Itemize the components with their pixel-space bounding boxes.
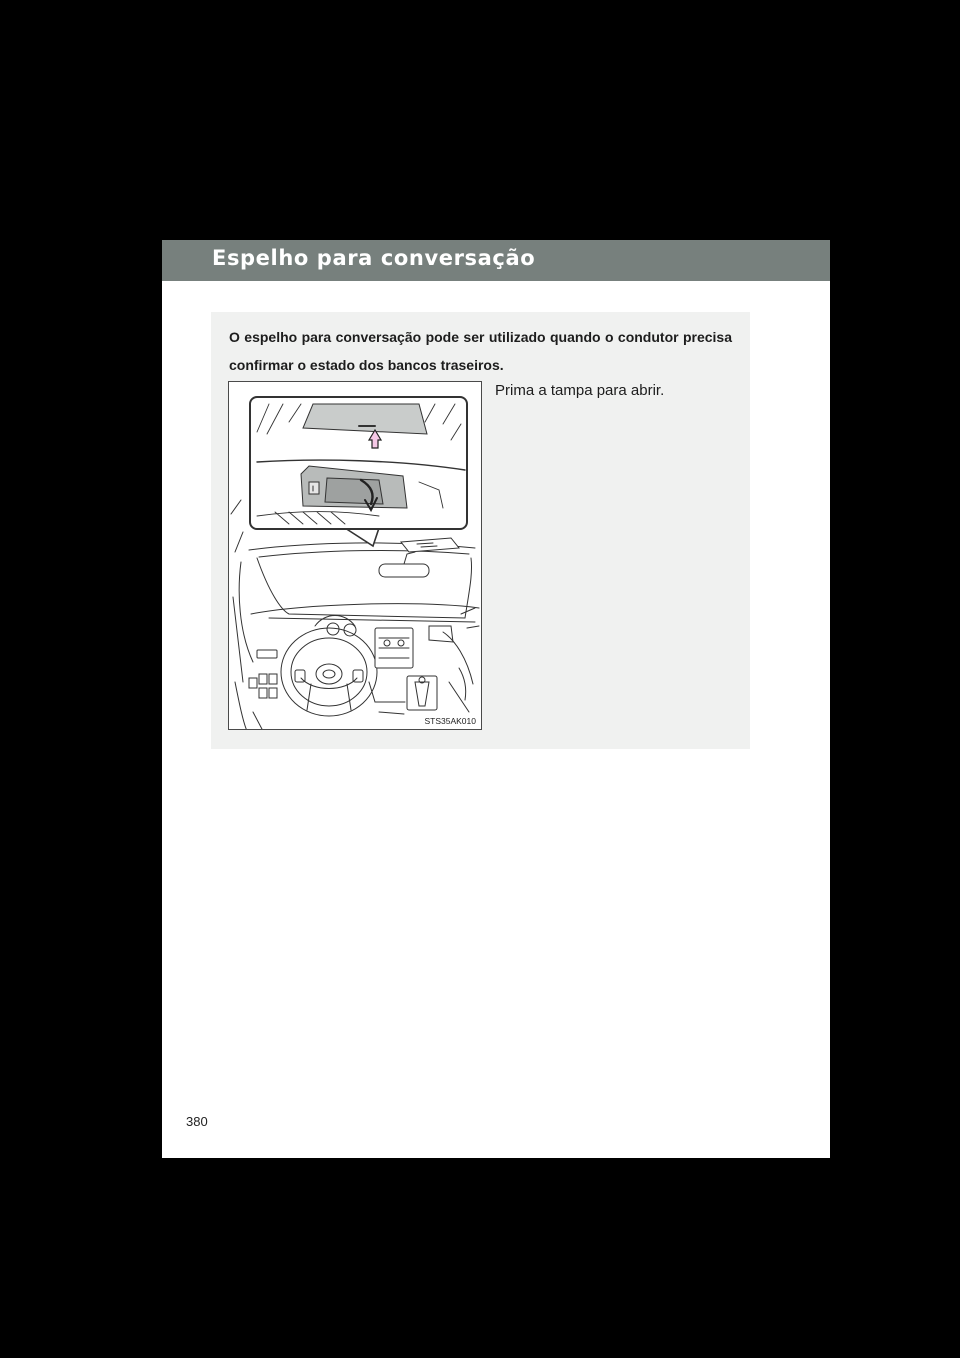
manual-page <box>162 240 830 1158</box>
mirror-illustration <box>228 381 482 730</box>
callout-inset <box>250 397 467 529</box>
page-number: 380 <box>186 1114 208 1129</box>
cockpit-drawing <box>229 382 482 730</box>
instruction-text: Prima a tampa para abrir. <box>495 382 665 399</box>
section-header <box>162 240 830 281</box>
section-title: Espelho para conversação <box>212 246 536 270</box>
figure-code: STS35AK010 <box>424 716 476 726</box>
intro-text: O espelho para conversação pode ser utilizado quando o condutor precisa confirmar o estado dos bancos traseiros. <box>229 329 732 373</box>
content-panel <box>211 312 750 749</box>
